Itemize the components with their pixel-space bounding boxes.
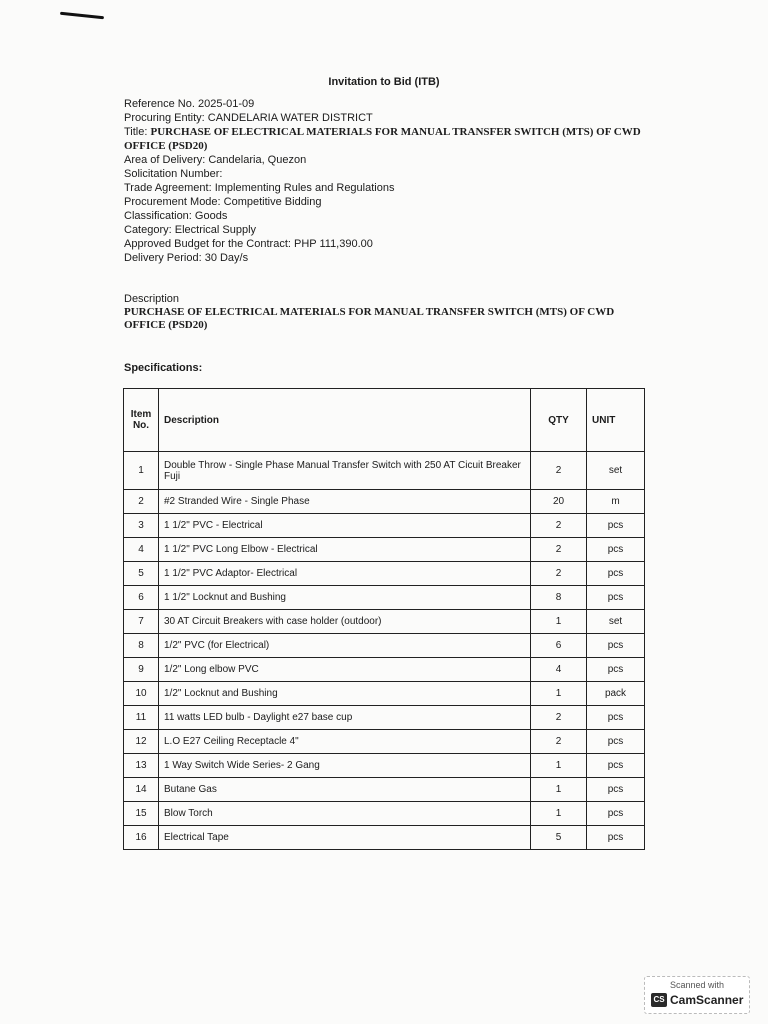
item-qty: 1 xyxy=(531,778,587,802)
camscanner-watermark xyxy=(644,976,750,1014)
item-number: 7 xyxy=(124,610,159,634)
table-row xyxy=(124,634,645,658)
item-unit: set xyxy=(587,452,645,490)
watermark-caption: Scanned with xyxy=(669,980,725,990)
item-qty: 2 xyxy=(531,562,587,586)
item-qty: 2 xyxy=(531,514,587,538)
item-qty: 4 xyxy=(531,658,587,682)
item-unit: set xyxy=(587,610,645,634)
item-qty: 1 xyxy=(531,802,587,826)
trade-agreement: Trade Agreement: Implementing Rules and Regulations xyxy=(124,182,395,194)
item-unit: pack xyxy=(587,682,645,706)
item-description: 1/2" Locknut and Bushing xyxy=(159,682,531,706)
item-qty: 2 xyxy=(531,730,587,754)
item-description: 1 1/2" PVC - Electrical xyxy=(159,514,531,538)
category: Category: Electrical Supply xyxy=(124,224,257,236)
header-qty: QTY xyxy=(531,389,587,452)
table-row xyxy=(124,452,645,490)
item-unit: m xyxy=(587,490,645,514)
table-row xyxy=(124,658,645,682)
table-row xyxy=(124,682,645,706)
bid-metadata xyxy=(124,97,644,265)
description-label: Description xyxy=(124,293,180,305)
item-qty: 6 xyxy=(531,634,587,658)
table-row xyxy=(124,490,645,514)
table-row xyxy=(124,538,645,562)
item-description: 1/2" PVC (for Electrical) xyxy=(159,634,531,658)
area-of-delivery: Area of Delivery: Candelaria, Quezon xyxy=(124,154,307,166)
approved-budget: Approved Budget for the Contract: PHP 111,390.00 xyxy=(124,238,373,250)
table-row xyxy=(124,562,645,586)
bid-title xyxy=(124,125,644,153)
item-number: 14 xyxy=(124,778,159,802)
item-number: 8 xyxy=(124,634,159,658)
item-qty: 1 xyxy=(531,754,587,778)
item-description: 1 1/2" PVC Adaptor- Electrical xyxy=(159,562,531,586)
item-qty: 2 xyxy=(531,706,587,730)
watermark-brand: CamScanner xyxy=(670,993,744,1007)
procurement-mode: Procurement Mode: Competitive Bidding xyxy=(124,196,322,208)
table-row xyxy=(124,730,645,754)
specifications-heading: Specifications: xyxy=(124,362,203,374)
item-unit: pcs xyxy=(587,730,645,754)
item-unit: pcs xyxy=(587,754,645,778)
table-row xyxy=(124,754,645,778)
item-number: 13 xyxy=(124,754,159,778)
item-qty: 2 xyxy=(531,452,587,490)
item-unit: pcs xyxy=(587,634,645,658)
item-unit: pcs xyxy=(587,826,645,850)
document-title: Invitation to Bid (ITB) xyxy=(328,76,440,88)
item-number: 1 xyxy=(124,452,159,490)
item-qty: 1 xyxy=(531,682,587,706)
procuring-entity: Procuring Entity: CANDELARIA WATER DISTRICT xyxy=(124,112,373,124)
description-text: PURCHASE OF ELECTRICAL MATERIALS FOR MANUAL TRANSFER SWITCH (MTS) OF CWD OFFICE (PSD20) xyxy=(124,306,615,331)
item-description: Double Throw - Single Phase Manual Transfer Switch with 250 AT Cicuit Breaker Fuji xyxy=(159,452,531,490)
description-section xyxy=(124,293,644,332)
item-number: 9 xyxy=(124,658,159,682)
item-number: 12 xyxy=(124,730,159,754)
item-qty: 2 xyxy=(531,538,587,562)
item-unit: pcs xyxy=(587,706,645,730)
reference-number: Reference No. 2025-01-09 xyxy=(124,98,255,110)
item-description: 1 Way Switch Wide Series- 2 Gang xyxy=(159,754,531,778)
item-description: Butane Gas xyxy=(159,778,531,802)
camscanner-logo-icon: CS xyxy=(651,993,667,1007)
item-description: 30 AT Circuit Breakers with case holder (outdoor) xyxy=(159,610,531,634)
item-number: 4 xyxy=(124,538,159,562)
specifications-table xyxy=(123,388,645,850)
item-description: 11 watts LED bulb - Daylight e27 base cup xyxy=(159,706,531,730)
classification: Classification: Goods xyxy=(124,210,228,222)
item-unit: pcs xyxy=(587,586,645,610)
item-description: 1/2" Long elbow PVC xyxy=(159,658,531,682)
item-qty: 5 xyxy=(531,826,587,850)
item-number: 5 xyxy=(124,562,159,586)
delivery-period: Delivery Period: 30 Day/s xyxy=(124,252,249,264)
item-number: 6 xyxy=(124,586,159,610)
item-qty: 8 xyxy=(531,586,587,610)
item-unit: pcs xyxy=(587,538,645,562)
item-unit: pcs xyxy=(587,562,645,586)
solicitation-number: Solicitation Number: xyxy=(124,168,223,180)
table-row xyxy=(124,610,645,634)
table-row xyxy=(124,586,645,610)
table-row xyxy=(124,778,645,802)
item-number: 10 xyxy=(124,682,159,706)
header-description: Description xyxy=(159,389,531,452)
scan-pen-mark xyxy=(60,12,104,20)
bid-title-label: Title: xyxy=(124,126,151,138)
table-row xyxy=(124,706,645,730)
header-unit: UNIT xyxy=(587,389,645,452)
item-description: Electrical Tape xyxy=(159,826,531,850)
item-description: L.O E27 Ceiling Receptacle 4" xyxy=(159,730,531,754)
item-unit: pcs xyxy=(587,658,645,682)
item-qty: 20 xyxy=(531,490,587,514)
item-number: 15 xyxy=(124,802,159,826)
item-number: 11 xyxy=(124,706,159,730)
item-unit: pcs xyxy=(587,778,645,802)
item-description: 1 1/2" PVC Long Elbow - Electrical xyxy=(159,538,531,562)
item-description: #2 Stranded Wire - Single Phase xyxy=(159,490,531,514)
item-description: Blow Torch xyxy=(159,802,531,826)
item-unit: pcs xyxy=(587,802,645,826)
item-number: 16 xyxy=(124,826,159,850)
header-item-no: Item No. xyxy=(124,389,159,452)
bid-title-value: PURCHASE OF ELECTRICAL MATERIALS FOR MANUAL TRANSFER SWITCH (MTS) OF CWD OFFICE (PSD20) xyxy=(124,126,641,152)
table-row xyxy=(124,802,645,826)
table-row xyxy=(124,514,645,538)
item-number: 3 xyxy=(124,514,159,538)
table-row xyxy=(124,826,645,850)
item-description: 1 1/2" Locknut and Bushing xyxy=(159,586,531,610)
item-number: 2 xyxy=(124,490,159,514)
item-unit: pcs xyxy=(587,514,645,538)
item-qty: 1 xyxy=(531,610,587,634)
table-header-row xyxy=(124,389,645,452)
